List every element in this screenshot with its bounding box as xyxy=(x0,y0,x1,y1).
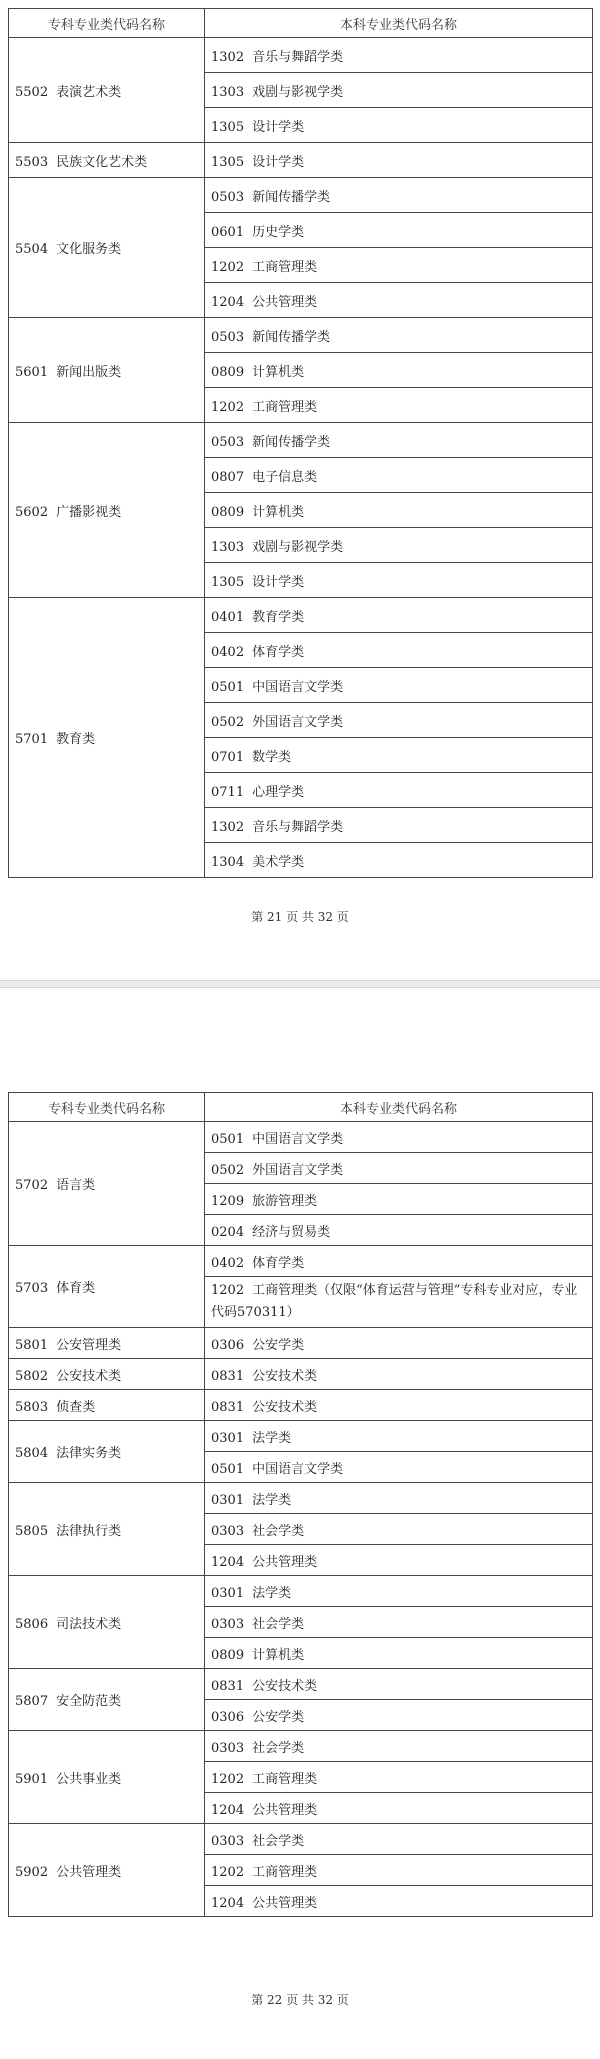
table-header-row xyxy=(9,1093,593,1122)
undergraduate-category-cell xyxy=(205,1824,593,1855)
undergraduate-category-cell xyxy=(205,73,593,108)
vocational-name: 公安管理类 xyxy=(56,1337,122,1353)
undergraduate-name: 戏剧与影视学类 xyxy=(252,84,344,100)
undergraduate-category-cell xyxy=(205,1793,593,1824)
undergraduate-code: 1202 xyxy=(211,1283,245,1298)
vocational-code: 5701 xyxy=(15,732,49,747)
vocational-name: 公安技术类 xyxy=(56,1368,122,1384)
undergraduate-category-cell xyxy=(205,1359,593,1390)
undergraduate-name: 工商管理类 xyxy=(252,1864,318,1880)
undergraduate-category-cell xyxy=(205,633,593,668)
undergraduate-category-cell xyxy=(205,1638,593,1669)
undergraduate-code: 1204 xyxy=(211,1802,245,1818)
undergraduate-category-cell xyxy=(205,1184,593,1215)
table-row xyxy=(9,1122,593,1153)
undergraduate-category-cell xyxy=(205,1452,593,1483)
undergraduate-code: 0503 xyxy=(211,189,245,205)
undergraduate-code: 1202 xyxy=(211,399,245,415)
undergraduate-code: 0503 xyxy=(211,434,245,450)
vocational-category-cell xyxy=(9,318,205,423)
undergraduate-category-cell xyxy=(205,808,593,843)
undergraduate-code: 1303 xyxy=(211,84,245,100)
undergraduate-code: 0809 xyxy=(211,364,245,380)
page-separator xyxy=(0,980,600,988)
undergraduate-category-cell xyxy=(205,1731,593,1762)
undergraduate-name: 中国语言文学类 xyxy=(252,679,344,695)
undergraduate-code: 1303 xyxy=(211,539,245,555)
undergraduate-name: 公共管理类 xyxy=(252,1554,318,1570)
undergraduate-code: 0501 xyxy=(211,679,245,695)
undergraduate-category-cell xyxy=(205,773,593,808)
undergraduate-code: 1305 xyxy=(211,119,245,135)
undergraduate-category-cell xyxy=(205,213,593,248)
undergraduate-name: 计算机类 xyxy=(252,504,305,520)
undergraduate-category-cell xyxy=(205,353,593,388)
major-mapping-table xyxy=(8,1092,593,1917)
table-row xyxy=(9,178,593,213)
undergraduate-category-cell xyxy=(205,1576,593,1607)
undergraduate-category-cell xyxy=(205,108,593,143)
undergraduate-category-cell xyxy=(205,598,593,633)
undergraduate-name: 新闻传播学类 xyxy=(252,329,331,345)
table-row xyxy=(9,318,593,353)
vocational-category-cell xyxy=(9,178,205,318)
vocational-category-cell xyxy=(9,1576,205,1669)
undergraduate-name: 公安学类 xyxy=(252,1337,305,1353)
page-number-footer: 第 22 页 共 32 页 xyxy=(251,1993,349,2007)
undergraduate-name: 美术学类 xyxy=(252,854,305,870)
table-row xyxy=(9,423,593,458)
undergraduate-category-cell xyxy=(205,1762,593,1793)
undergraduate-code: 0601 xyxy=(211,224,245,240)
undergraduate-category-cell xyxy=(205,1669,593,1700)
table-row xyxy=(9,598,593,633)
undergraduate-category-cell xyxy=(205,703,593,738)
header-undergraduate-column: 本科专业类代码名称 xyxy=(205,9,593,38)
undergraduate-name: 旅游管理类 xyxy=(252,1193,318,1209)
vocational-category-cell xyxy=(9,1122,205,1246)
undergraduate-name: 公安学类 xyxy=(252,1709,305,1725)
undergraduate-code: 0502 xyxy=(211,1162,245,1178)
vocational-category-cell xyxy=(9,143,205,178)
undergraduate-name: 公安技术类 xyxy=(252,1368,318,1384)
vocational-category-cell xyxy=(9,1731,205,1824)
vocational-code: 5805 xyxy=(15,1523,49,1539)
vocational-name: 广播影视类 xyxy=(56,504,122,520)
undergraduate-category-cell xyxy=(205,318,593,353)
vocational-name: 法律实务类 xyxy=(56,1446,122,1461)
undergraduate-code: 1305 xyxy=(211,154,245,170)
vocational-code: 5901 xyxy=(15,1771,49,1787)
undergraduate-name: 电子信息类 xyxy=(252,469,318,485)
vocational-name: 语言类 xyxy=(56,1178,96,1193)
undergraduate-code: 0306 xyxy=(211,1709,245,1725)
vocational-code: 5804 xyxy=(15,1446,49,1461)
undergraduate-code: 0301 xyxy=(211,1430,245,1446)
undergraduate-name: 心理学类 xyxy=(252,784,305,800)
table-header-row xyxy=(9,9,593,38)
undergraduate-code: 1204 xyxy=(211,1895,245,1911)
undergraduate-category-cell xyxy=(205,1277,593,1328)
undergraduate-code: 1304 xyxy=(211,854,245,870)
undergraduate-code: 0831 xyxy=(211,1399,245,1415)
undergraduate-name: 工商管理类 xyxy=(252,399,318,415)
vocational-name: 新闻出版类 xyxy=(56,364,122,380)
vocational-name: 公共管理类 xyxy=(56,1864,122,1880)
undergraduate-category-cell xyxy=(205,843,593,878)
undergraduate-name: 公安技术类 xyxy=(252,1678,318,1694)
document-page-22 xyxy=(0,988,600,2059)
undergraduate-code: 0809 xyxy=(211,504,245,520)
vocational-category-cell xyxy=(9,1328,205,1359)
undergraduate-code: 0809 xyxy=(211,1647,245,1663)
undergraduate-code: 0502 xyxy=(211,714,245,730)
undergraduate-name: 体育学类 xyxy=(252,644,305,660)
undergraduate-category-cell xyxy=(205,738,593,773)
table-row xyxy=(9,1669,593,1700)
undergraduate-name: 历史学类 xyxy=(252,224,305,240)
vocational-category-cell xyxy=(9,1824,205,1917)
undergraduate-name: 计算机类 xyxy=(252,364,305,380)
vocational-name: 体育类 xyxy=(56,1281,96,1296)
undergraduate-name: 社会学类 xyxy=(252,1523,305,1539)
undergraduate-code: 0303 xyxy=(211,1740,245,1756)
undergraduate-name: 外国语言文学类 xyxy=(252,714,344,730)
undergraduate-category-cell xyxy=(205,1328,593,1359)
vocational-category-cell xyxy=(9,1669,205,1731)
vocational-code: 5702 xyxy=(15,1178,49,1193)
undergraduate-code: 1202 xyxy=(211,1864,245,1880)
vocational-name: 表演艺术类 xyxy=(56,84,122,100)
undergraduate-code: 0501 xyxy=(211,1131,245,1147)
undergraduate-code: 0711 xyxy=(211,784,245,800)
page-number-footer: 第 21 页 共 32 页 xyxy=(251,910,349,924)
vocational-name: 司法技术类 xyxy=(56,1616,122,1632)
undergraduate-category-cell xyxy=(205,1545,593,1576)
undergraduate-category-cell xyxy=(205,1886,593,1917)
undergraduate-category-cell xyxy=(205,563,593,598)
undergraduate-code: 1202 xyxy=(211,1771,245,1787)
vocational-name: 法律执行类 xyxy=(56,1523,122,1539)
vocational-code: 5806 xyxy=(15,1616,49,1632)
header-vocational-column: 专科专业类代码名称 xyxy=(9,9,205,38)
document-page-21 xyxy=(0,0,600,980)
vocational-name: 教育类 xyxy=(56,732,96,747)
undergraduate-name: 音乐与舞蹈学类 xyxy=(252,49,344,65)
undergraduate-category-cell xyxy=(205,668,593,703)
vocational-category-cell xyxy=(9,598,205,878)
undergraduate-category-cell xyxy=(205,38,593,73)
undergraduate-name: 教育学类 xyxy=(252,609,305,625)
header-vocational-column: 专科专业类代码名称 xyxy=(9,1093,205,1122)
undergraduate-category-cell xyxy=(205,143,593,178)
undergraduate-category-cell xyxy=(205,1514,593,1545)
undergraduate-code: 0303 xyxy=(211,1616,245,1632)
undergraduate-category-cell xyxy=(205,1700,593,1731)
undergraduate-name: 戏剧与影视学类 xyxy=(252,539,344,555)
table-row xyxy=(9,1390,593,1421)
vocational-code: 5502 xyxy=(15,84,49,100)
undergraduate-code: 1204 xyxy=(211,1554,245,1570)
vocational-name: 民族文化艺术类 xyxy=(56,154,148,170)
undergraduate-name: 公共管理类 xyxy=(252,294,318,310)
undergraduate-category-cell xyxy=(205,1122,593,1153)
vocational-category-cell xyxy=(9,1246,205,1328)
undergraduate-code: 0204 xyxy=(211,1224,245,1240)
undergraduate-name: 公共管理类 xyxy=(252,1895,318,1911)
vocational-category-cell xyxy=(9,1421,205,1483)
table-row xyxy=(9,1731,593,1762)
undergraduate-name: 公安技术类 xyxy=(252,1399,318,1415)
undergraduate-name: 经济与贸易类 xyxy=(252,1224,331,1240)
table-row xyxy=(9,38,593,73)
undergraduate-code: 1204 xyxy=(211,294,245,310)
undergraduate-category-cell xyxy=(205,248,593,283)
undergraduate-category-cell xyxy=(205,458,593,493)
undergraduate-category-cell xyxy=(205,178,593,213)
vocational-name: 侦查类 xyxy=(56,1399,96,1415)
undergraduate-category-cell xyxy=(205,1246,593,1277)
table-row xyxy=(9,1576,593,1607)
undergraduate-code: 0402 xyxy=(211,1255,245,1271)
undergraduate-category-cell xyxy=(205,1215,593,1246)
undergraduate-category-cell xyxy=(205,493,593,528)
header-undergraduate-column: 本科专业类代码名称 xyxy=(205,1093,593,1122)
vocational-code: 5902 xyxy=(15,1864,49,1880)
undergraduate-name: 公共管理类 xyxy=(252,1802,318,1818)
table-row xyxy=(9,1824,593,1855)
undergraduate-name: 中国语言文学类 xyxy=(252,1461,344,1477)
vocational-category-cell xyxy=(9,38,205,143)
vocational-code: 5801 xyxy=(15,1337,49,1353)
vocational-category-cell xyxy=(9,1390,205,1421)
undergraduate-code: 0402 xyxy=(211,644,245,660)
undergraduate-name: 社会学类 xyxy=(252,1740,305,1756)
vocational-category-cell xyxy=(9,423,205,598)
vocational-name: 文化服务类 xyxy=(56,242,122,257)
undergraduate-name: 设计学类 xyxy=(252,154,305,170)
undergraduate-name: 计算机类 xyxy=(252,1647,305,1663)
undergraduate-code: 0503 xyxy=(211,329,245,345)
undergraduate-name: 工商管理类（仅限“体育运营与管理”专科专业对应，专业代码570311） xyxy=(211,1283,578,1320)
vocational-code: 5703 xyxy=(15,1281,49,1296)
vocational-name: 公共事业类 xyxy=(56,1771,122,1787)
vocational-code: 5802 xyxy=(15,1368,49,1384)
undergraduate-code: 0301 xyxy=(211,1585,245,1601)
undergraduate-category-cell xyxy=(205,528,593,563)
undergraduate-name: 法学类 xyxy=(252,1585,292,1601)
undergraduate-category-cell xyxy=(205,1390,593,1421)
undergraduate-code: 1202 xyxy=(211,259,245,275)
undergraduate-name: 社会学类 xyxy=(252,1616,305,1632)
undergraduate-category-cell xyxy=(205,1153,593,1184)
undergraduate-category-cell xyxy=(205,1421,593,1452)
undergraduate-name: 工商管理类 xyxy=(252,1771,318,1787)
vocational-code: 5503 xyxy=(15,154,49,170)
vocational-code: 5602 xyxy=(15,504,49,520)
major-mapping-table xyxy=(8,8,593,878)
vocational-code: 5601 xyxy=(15,364,49,380)
undergraduate-category-cell xyxy=(205,388,593,423)
undergraduate-category-cell xyxy=(205,1483,593,1514)
undergraduate-code: 0501 xyxy=(211,1461,245,1477)
undergraduate-name: 中国语言文学类 xyxy=(252,1131,344,1147)
undergraduate-name: 音乐与舞蹈学类 xyxy=(252,819,344,835)
undergraduate-code: 0701 xyxy=(211,749,245,765)
undergraduate-category-cell xyxy=(205,423,593,458)
undergraduate-code: 0301 xyxy=(211,1492,245,1508)
undergraduate-code: 1302 xyxy=(211,819,245,835)
table-row xyxy=(9,1483,593,1514)
undergraduate-code: 0401 xyxy=(211,609,245,625)
undergraduate-category-cell xyxy=(205,1855,593,1886)
undergraduate-code: 0303 xyxy=(211,1523,245,1539)
undergraduate-code: 1305 xyxy=(211,574,245,590)
vocational-code: 5504 xyxy=(15,242,49,257)
undergraduate-code: 1209 xyxy=(211,1193,245,1209)
vocational-category-cell xyxy=(9,1359,205,1390)
undergraduate-category-cell xyxy=(205,1607,593,1638)
undergraduate-name: 法学类 xyxy=(252,1430,292,1446)
undergraduate-name: 设计学类 xyxy=(252,574,305,590)
table-row xyxy=(9,143,593,178)
vocational-code: 5803 xyxy=(15,1399,49,1415)
undergraduate-code: 0303 xyxy=(211,1833,245,1849)
undergraduate-name: 新闻传播学类 xyxy=(252,434,331,450)
table-row xyxy=(9,1328,593,1359)
undergraduate-code: 0831 xyxy=(211,1678,245,1694)
table-row xyxy=(9,1246,593,1277)
table-row xyxy=(9,1359,593,1390)
undergraduate-name: 工商管理类 xyxy=(252,259,318,275)
undergraduate-code: 1302 xyxy=(211,49,245,65)
vocational-category-cell xyxy=(9,1483,205,1576)
undergraduate-code: 0807 xyxy=(211,469,245,485)
undergraduate-category-cell xyxy=(205,283,593,318)
undergraduate-name: 外国语言文学类 xyxy=(252,1162,344,1178)
undergraduate-name: 设计学类 xyxy=(252,119,305,135)
undergraduate-name: 法学类 xyxy=(252,1492,292,1508)
vocational-code: 5807 xyxy=(15,1694,49,1709)
undergraduate-name: 数学类 xyxy=(252,749,292,765)
undergraduate-name: 社会学类 xyxy=(252,1833,305,1849)
undergraduate-code: 0306 xyxy=(211,1337,245,1353)
undergraduate-name: 体育学类 xyxy=(252,1255,305,1271)
undergraduate-name: 新闻传播学类 xyxy=(252,189,331,205)
vocational-name: 安全防范类 xyxy=(56,1694,122,1709)
table-row xyxy=(9,1421,593,1452)
undergraduate-code: 0831 xyxy=(211,1368,245,1384)
